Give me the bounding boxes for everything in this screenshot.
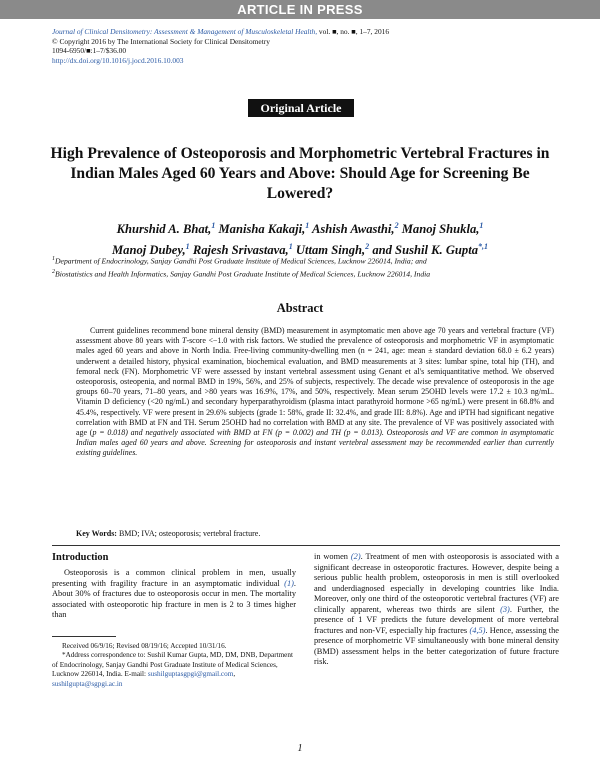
citation-link[interactable]: (1) <box>284 578 294 588</box>
author-affiliation-mark[interactable]: 1 <box>479 221 484 230</box>
intro-right-column <box>314 552 559 668</box>
footnote <box>52 642 298 689</box>
journal-name[interactable]: Journal of Clinical Densitometry: Assessment & Management of Musculoskeletal Health, <box>52 27 318 36</box>
intro-text: . Hence, assessing the presence of morphometric VF simultaneously with bone mineral density (BMD) assessment helps in the better categorization of future fracture risk. <box>314 625 559 667</box>
author-name: Rajesh Srivastava, <box>192 243 289 258</box>
doi-link[interactable]: http://dx.doi.org/10.1016/j.jocd.2016.10.003 <box>52 55 184 65</box>
citation-link[interactable]: (4,5) <box>469 625 486 635</box>
abstract-heading: Abstract <box>276 301 324 315</box>
abstract-body <box>76 326 554 459</box>
abstract-text: Current guidelines recommend bone mineral density (BMD) measurement in asymptomatic men above age 70 years and vertebral fracture (VF) assessment above 80 years with <box>76 326 554 346</box>
intro-left-column <box>52 568 296 621</box>
affiliations <box>52 254 562 279</box>
author-name: Ashish Awasthi, <box>311 222 395 237</box>
keywords-label: Key Words: <box>76 529 117 538</box>
citation-link[interactable]: (3) <box>500 604 510 614</box>
author-name: Manoj Shukla, <box>401 222 480 237</box>
affiliation-number: 1 <box>52 256 55 262</box>
email-link[interactable]: sushilguptasgpgi@gmail.com <box>147 670 234 679</box>
article-in-press-banner: ARTICLE IN PRESS <box>0 0 600 19</box>
author-name: Khurshid A. Bhat, <box>116 222 212 237</box>
journal-citation <box>52 27 552 37</box>
affiliation-text: Biostatistics and Health Informatics, Sanjay Gandhi Post Graduate Institute of Medical Sciences, Lucknow 226014, India <box>55 269 431 279</box>
journal-meta <box>52 27 552 65</box>
author-name: Manoj Dubey, <box>111 243 186 258</box>
citation-link[interactable]: (2) <box>350 552 361 561</box>
intro-text: . Further, the presence of 1 VF predicts the future development of more vertebral fractures and non-VF, especially hip fractures <box>314 604 560 635</box>
abstract-text: -score <−1.0 with risk factors. We studied the prevalence of osteoporosis and morphometric VF in asymptomatic males aged 60 years and above in North India. Free-living community-dwelling men (n = 241, age: mean ± standard deviation 68.0 ± 6.2 years) underwent a detailed history, physical examination, biochemical evaluation, and BMD measurements at 3 sites: lumbar spine, total hip (TH), and femoral neck (FN). Morphometric VF were assessed by instant vertebral assessment using Genant et al's semiquantitative method. We observed osteoporosis, osteopenia, and normal BMD in 19%, 56%, and 25% of subjects, respectively. The decade wise prevalence of osteoporosis in the age groups 60–70 years, 71–80 years, and >80 years was 16.9%, 17%, and 50%, respectively. Mean serum 25OHD levels were 17.2 ± 10.3 ng/mL. Vitamin D deficiency (<20 ng/mL) and secondary hyperparathyroidism (plasma intact parathyroid hormone >65 ng/mL) were present in 68.8% and 45.4%, respectively. VF were present in 29.6% subjects (grade 1: 58%, grade II: 32.4%, and grade III: 8.8%). Age and iPTH had significant negative correlation with BMD at FN and TH. Serum 25OHD had no correlation with BMD at any site. The prevalence of VF was positively associated with age ( <box>76 336 554 438</box>
author-affiliation-mark[interactable]: 1 <box>185 242 190 252</box>
page-number: 1 <box>297 743 303 754</box>
author-affiliation-mark[interactable]: *,1 <box>478 242 489 252</box>
author-name: Manisha Kakaji, <box>218 222 306 237</box>
abstract-p-value: p = 0.002) and TH ( <box>278 428 347 438</box>
intro-text: . About 30% of fractures due to osteoporosis occur in men. The mortality associated with osteoporotic hip fracture in men is 2 to 3 times higher than <box>52 578 296 620</box>
keywords-text: BMD; IVA; osteoporosis; vertebral fracture. <box>116 529 261 538</box>
affiliation-text: Department of Endocrinology, Sanjay Gandhi Post Graduate Institute of Medical Sciences, Lucknow 226014, India; and <box>55 256 427 266</box>
affiliation-number: 2 <box>52 268 55 275</box>
affiliation-1 <box>52 254 562 267</box>
email-link[interactable]: sushilgupta@sgpgi.ac.in <box>52 679 123 688</box>
footnote-divider <box>52 636 116 637</box>
intro-text: Osteoporosis is a common clinical problem in men, usually presenting with fragility fracture in an asymptomatic individual <box>52 568 296 588</box>
abstract-p-value: p = 0.018) and negatively associated with BMD at FN ( <box>92 428 278 438</box>
keywords <box>76 529 554 539</box>
author-affiliation-mark[interactable]: 2 <box>365 242 370 252</box>
correspondence-address <box>52 651 298 689</box>
author-affiliation-mark[interactable]: 2 <box>394 221 399 230</box>
author-affiliation-mark[interactable]: 1 <box>211 221 216 230</box>
intro-text: . Treatment of men with osteoporosis is associated with a significant decrease in osteoporotic fractures. However, despite being a serious public health problem, osteoporosis in men is still overlooked and underdiagnosed especially in developing countries like India. Moreover, only one third of the osteoporotic vertebral fractures (VF) are clinically apparent, whereas two thirds are silent <box>314 552 559 614</box>
article-title: High Prevalence of Osteoporosis and Morphometric Vertebral Fractures in Indian Males Aged 60 Years and Above: Should Age for Screening Be Lowered? <box>50 145 550 202</box>
received-dates: Received 06/9/16; Revised 08/19/16; Accepted 10/31/16. <box>62 642 227 650</box>
issn-line: 1094-6950/■:1–7/$36.00 <box>52 46 127 55</box>
affiliation-2 <box>52 267 562 280</box>
address-text: *Address correspondence to: Sushil Kumar Gupta, MD, DM, DNB, Department of Endocrinology, Sanjay Gandhi Post Graduate Institute of Medical Sciences, Lucknow 226014, India. E-mail: <box>52 651 293 679</box>
author-affiliation-mark[interactable]: 1 <box>305 221 310 230</box>
abstract-p-value: p = 0.013). Osteoporosis and VF are common in asymptomatic Indian males aged 60 years and above. Screening for osteoporosis and instant vertebral assessment may be recommended earlier than currently existing guidelines. <box>76 428 554 458</box>
abstract-tscore-symbol: T <box>182 336 187 346</box>
journal-volume: vol. ■, no. ■, 1–7, 2016 <box>317 27 390 36</box>
article-type-label: Original Article <box>248 99 354 117</box>
author-name: Uttam Singh, <box>295 243 366 258</box>
email-separator: , <box>233 670 236 679</box>
introduction-heading: Introduction <box>52 552 109 563</box>
intro-text: in women <box>314 552 351 561</box>
author-name: and Sushil K. Gupta <box>372 243 479 258</box>
copyright-line: © Copyright 2016 by The International Society for Clinical Densitometry <box>52 36 270 46</box>
section-divider <box>52 545 560 546</box>
author-affiliation-mark[interactable]: 1 <box>288 242 293 252</box>
